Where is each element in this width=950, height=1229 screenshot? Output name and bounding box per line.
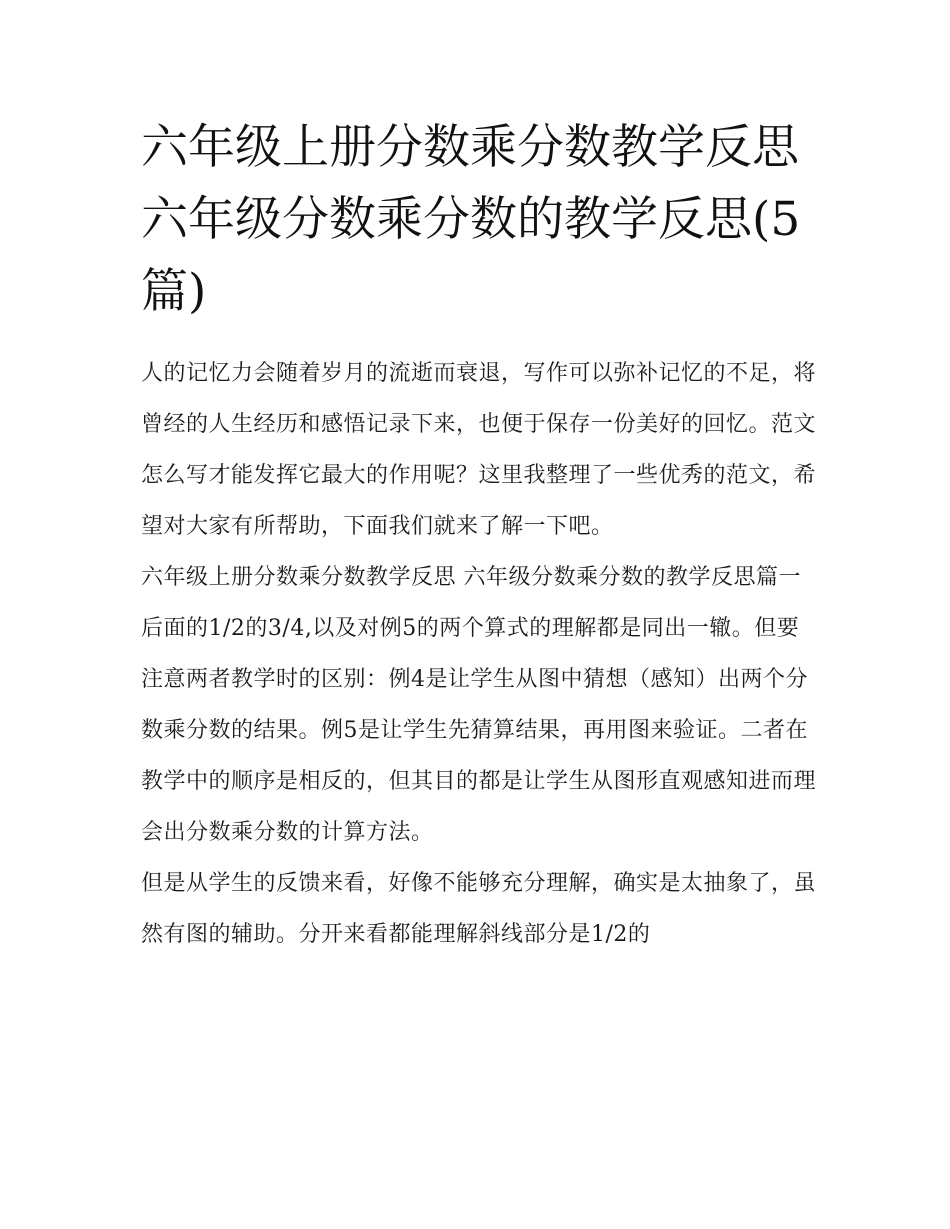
section-heading: 六年级上册分数乘分数教学反思 六年级分数乘分数的教学反思篇一 [141,565,801,590]
document-title: 六年级上册分数乘分数教学反思 六年级分数乘分数的教学反思(5篇) [141,120,801,319]
document-body [141,112,817,960]
body-paragraph: 后面的1/2的3/4,以及对例5的两个算式的理解都是同出一辙。但要注意两者教学时的区别：例4是让学生从图中猜想（感知）出两个分数乘分数的结果。例5是让学生先猜算结果，再用图来验证。二者在教学中的顺序是相反的，但其目的都是让学生从图形直观感知进而理会出分数乘分数的计算方法。 [141,616,817,845]
body-paragraph: 但是从学生的反馈来看，好像不能够充分理解，确实是太抽象了，虽然有图的辅助。分开来看都能理解斜线部分是1/2的 [141,871,817,947]
intro-paragraph: 人的记忆力会随着岁月的流逝而衰退，写作可以弥补记忆的不足，将曾经的人生经历和感悟记录下来，也便于保存一份美好的回忆。范文怎么写才能发挥它最大的作用呢？这里我整理了一些优秀的范文，希望对大家有所帮助，下面我们就来了解一下吧。 [141,361,817,539]
